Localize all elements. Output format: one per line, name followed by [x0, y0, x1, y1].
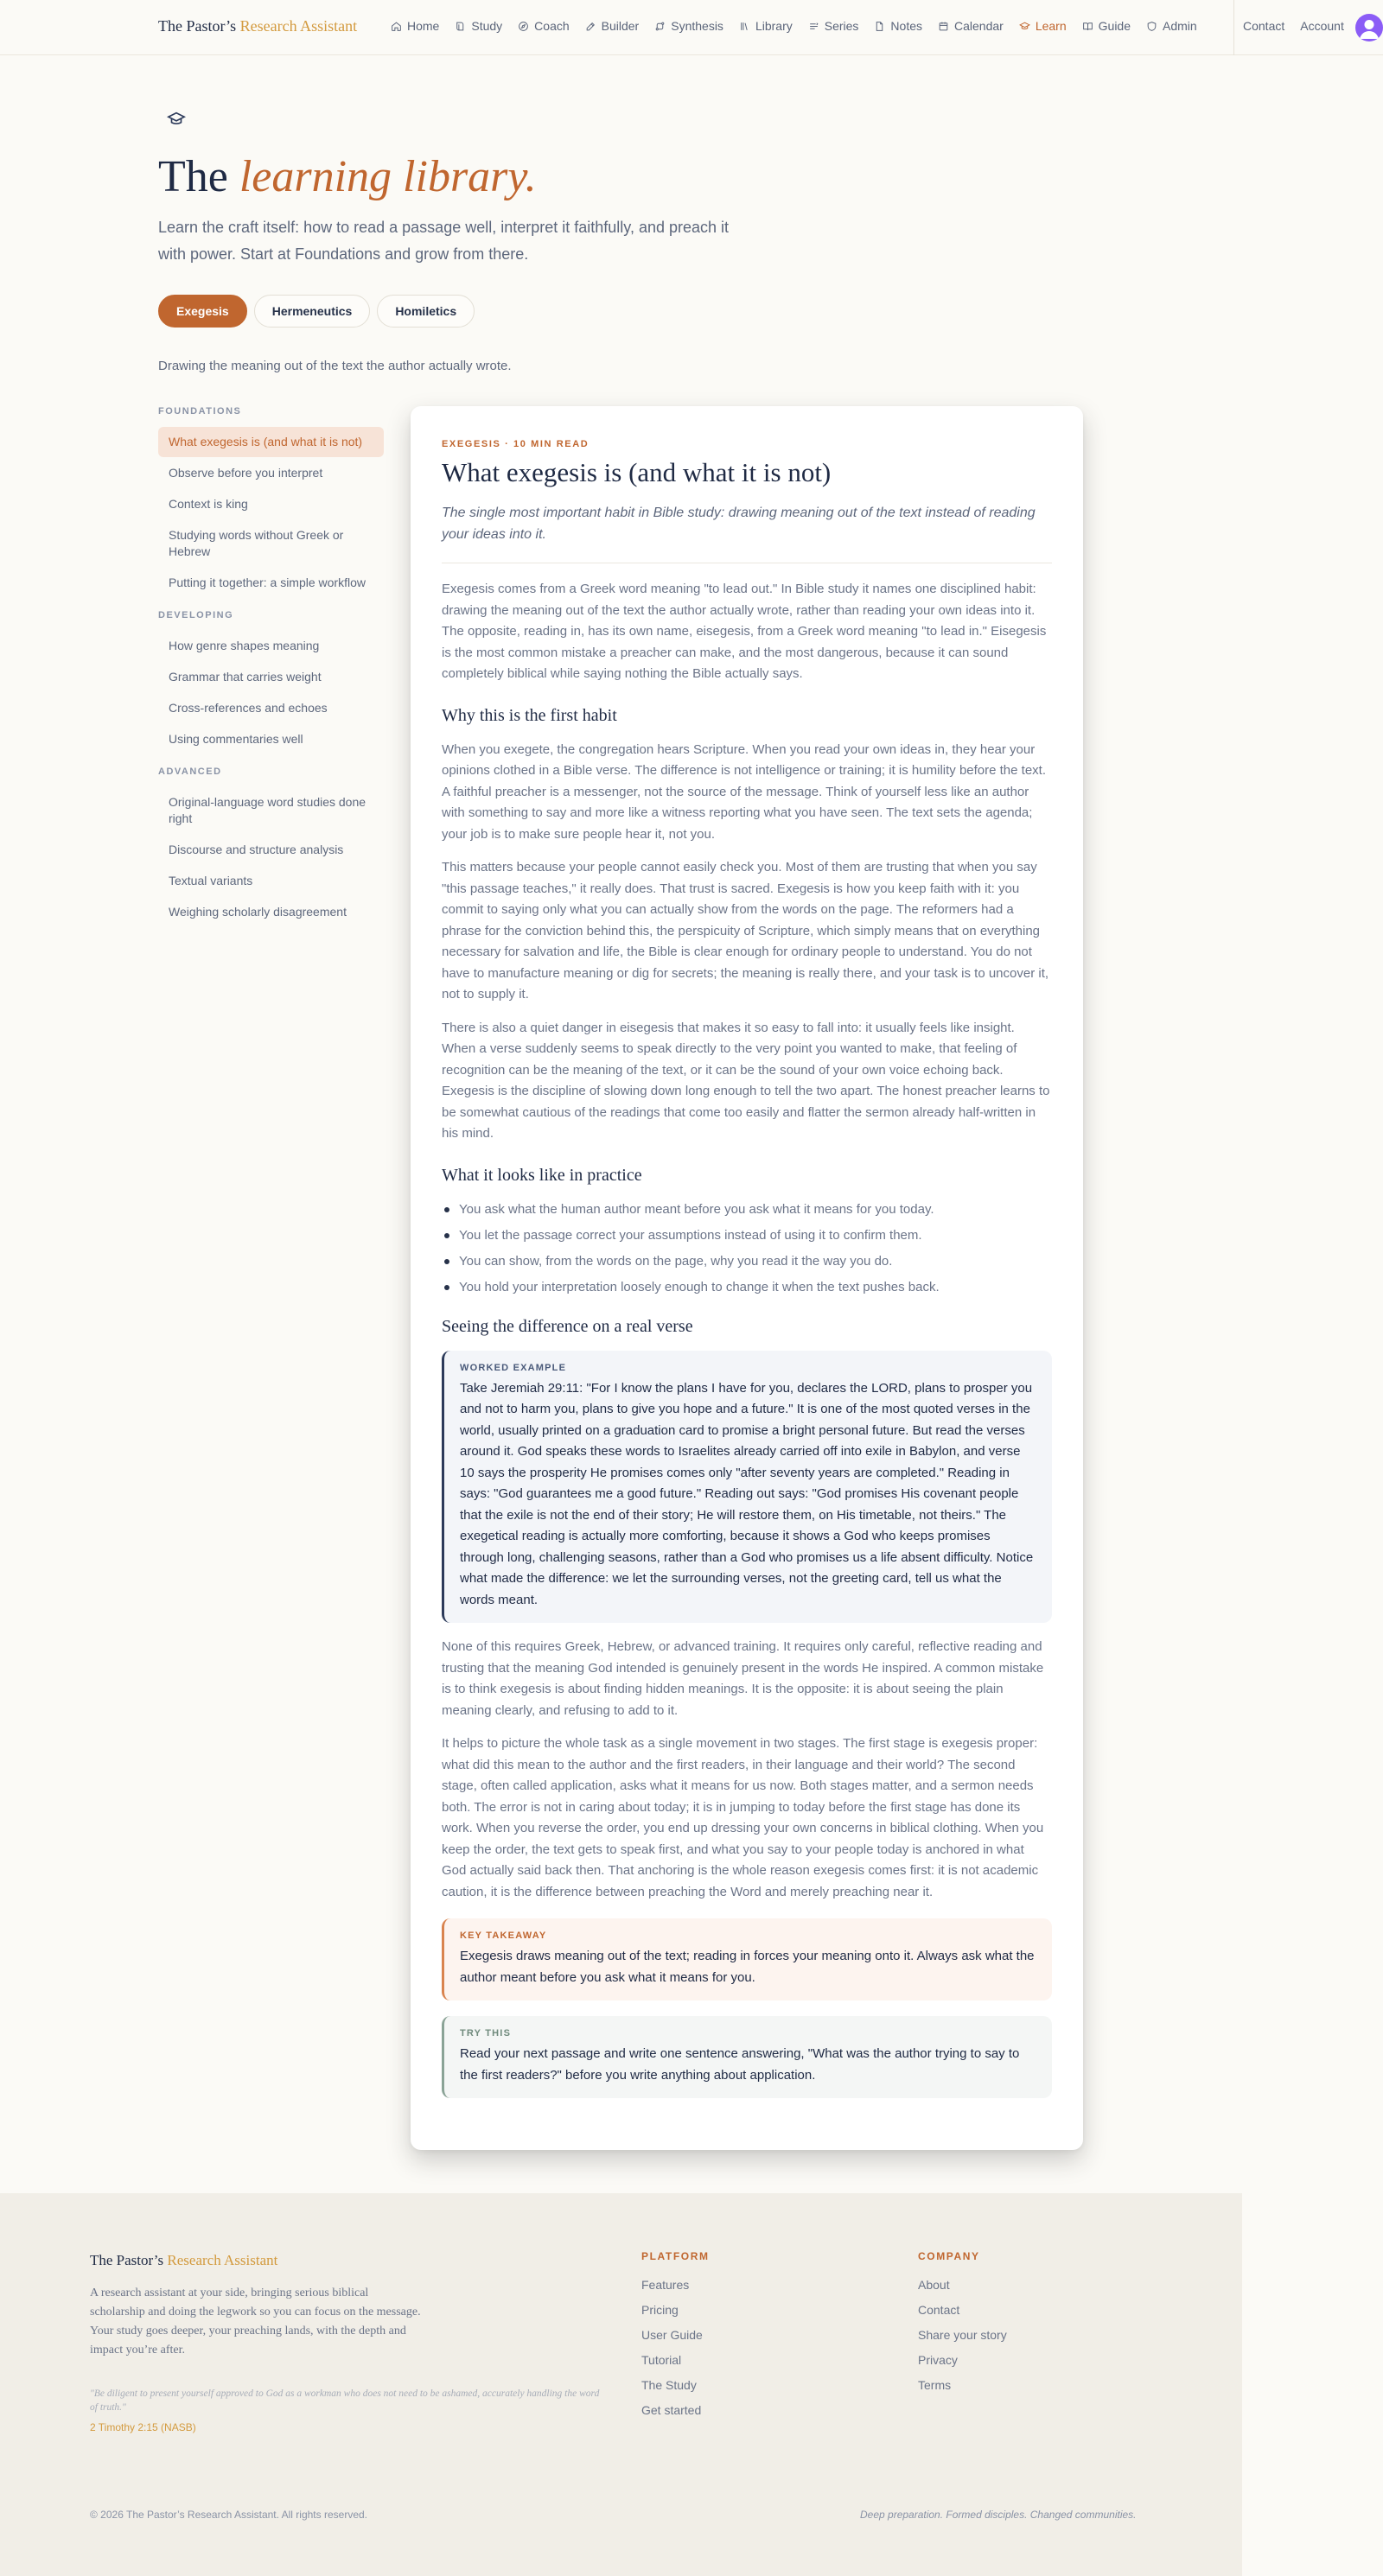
- box-label: WORKED EXAMPLE: [460, 1362, 567, 1373]
- brand-accent: Research Assistant: [239, 17, 358, 35]
- article-title: What exegesis is (and what it is not): [442, 457, 832, 487]
- footer-column-heading: COMPANY: [918, 2250, 980, 2262]
- sidebar-group-label: ADVANCED: [158, 766, 222, 777]
- tab-description: Drawing the meaning out of the text the author actually wrote.: [158, 359, 512, 373]
- nav-item-guide[interactable]: [1082, 19, 1131, 33]
- list-icon: [808, 21, 819, 32]
- nav-item-label: Library: [755, 19, 793, 33]
- open-book-icon: [1082, 21, 1093, 32]
- footer-link[interactable]: Share your story: [918, 2328, 1007, 2342]
- note-icon: [874, 21, 885, 32]
- nav-links: [391, 19, 1213, 33]
- footer-link[interactable]: Contact: [918, 2303, 960, 2317]
- box-label: TRY THIS: [460, 2028, 512, 2039]
- nav-item-label: Builder: [601, 19, 640, 33]
- footer-link[interactable]: The Study: [641, 2378, 697, 2392]
- footer-link[interactable]: Get started: [641, 2403, 702, 2417]
- footer-quote: "Be diligent to present yourself approved to God as a workman who does not need to be ashamed, accurately handling the word of truth.": [90, 2388, 600, 2413]
- worked-example-box: [442, 1351, 1052, 1624]
- nav-item-builder[interactable]: [585, 19, 640, 33]
- calendar-icon: [938, 21, 949, 32]
- tab-homiletics[interactable]: Homiletics: [377, 295, 475, 328]
- article-paragraph: When you exegete, the congregation hears Scripture. When you read your own ideas in, they hear your opinions clothed in a Bible verse. The difference is not intelligence or training; it is humility before the text. A faithful preacher is a messenger, not the source of the message. Think of yourself less like an author with something to say and more like a witness reporting what you have seen. The text sets the agenda; your job is to make sure people hear it, not you.: [442, 741, 1047, 842]
- article-lede: The single most important habit in Bible study: drawing meaning out of the text instead of reading your ideas into it.: [442, 506, 1036, 542]
- footer-tagline: Deep preparation. Formed disciples. Changed communities.: [860, 2509, 1137, 2521]
- footer-brand-accent: Research Assistant: [167, 2252, 278, 2268]
- article-eyebrow: EXEGESIS · 10 MIN READ: [442, 439, 590, 449]
- footer-link[interactable]: Features: [641, 2278, 690, 2292]
- footer-link[interactable]: About: [918, 2278, 950, 2292]
- account-link[interactable]: Account: [1300, 19, 1344, 33]
- brand-main: The Pastor’s: [158, 17, 237, 35]
- graduation-cap-icon: [167, 110, 186, 129]
- nav-item-study[interactable]: [455, 19, 502, 33]
- footer-brand[interactable]: [90, 2252, 277, 2269]
- footer-quote-reference: 2 Timothy 2:15 (NASB): [90, 2421, 196, 2433]
- compass-icon: [518, 21, 529, 32]
- sidebar-item[interactable]: Context is king: [169, 497, 248, 511]
- nav-item-label: Notes: [890, 19, 922, 33]
- nav-item-label: Learn: [1035, 19, 1067, 33]
- box-label: KEY TAKEAWAY: [460, 1930, 547, 1941]
- nav-item-label: Admin: [1163, 19, 1197, 33]
- sidebar-item[interactable]: Textual variants: [169, 874, 253, 887]
- footer-link[interactable]: Terms: [918, 2378, 952, 2392]
- sidebar-group-advanced: [158, 766, 384, 927]
- article-paragraph: Exegesis comes from a Greek word meaning "to lead out." In Bible study it names one disciplined habit: drawing the meaning out of the text the author actually wrote, rather than reading your own ideas into it. The opposite, reading in, has its own name, eisegesis, from a Greek word meaning "to lead in." Eisegesis is the most common mistake a preacher can make, and the most dangerous, because it can sound completely biblical while saying nothing the Bible actually says.: [442, 582, 1047, 681]
- nav-item-label: Calendar: [954, 19, 1004, 33]
- nav-item-synthesis[interactable]: [654, 19, 723, 33]
- sidebar-item[interactable]: Using commentaries well: [169, 732, 303, 746]
- page-title-accent: learning library.: [239, 152, 537, 201]
- key-takeaway-box: [442, 1918, 1052, 2000]
- sidebar-item[interactable]: Putting it together: a simple workflow: [169, 576, 366, 589]
- copyright: © 2026 The Pastor’s Research Assistant. All rights reserved.: [90, 2509, 367, 2521]
- sidebar-item[interactable]: How genre shapes meaning: [169, 639, 320, 652]
- sidebar-item[interactable]: Grammar that carries weight: [169, 670, 322, 684]
- library-icon: [739, 21, 750, 32]
- practice-list: [442, 1199, 1052, 1298]
- shield-icon: [1146, 21, 1157, 32]
- nav-item-label: Series: [824, 19, 859, 33]
- box-text: Exegesis draws meaning out of the text; reading in forces your meaning onto it. Always ask what the author meant before you ask what it means for you.: [460, 1949, 1035, 1985]
- footer-column-heading: PLATFORM: [641, 2250, 710, 2262]
- footer-link[interactable]: Pricing: [641, 2303, 679, 2317]
- footer-link[interactable]: Tutorial: [641, 2353, 682, 2367]
- nav-item-label: Home: [407, 19, 440, 33]
- nav-right: [1243, 19, 1344, 33]
- sidebar-group-label: FOUNDATIONS: [158, 406, 242, 417]
- page-title-plain: The: [158, 152, 228, 201]
- list-item: You hold your interpretation loosely enough to change it when the text pushes back.: [442, 1277, 1052, 1298]
- lesson-sidebar: [158, 406, 384, 928]
- article-paragraph: There is also a quiet danger in eisegesis that makes it so easy to fall into: it usually feels like insight. When a verse suddenly seems to speak directly to the very point you wanted to make, that feeling of recognition can be the meaning of the text, or it can be the sound of your own voice echoing back. Exegesis is the discipline of slowing down long enough to tell the two apart. The honest preacher learns to be somewhat cautious of the readings that come too easily and flatter the sermon already half-written in his mind.: [442, 1020, 1050, 1141]
- article-paragraph: It helps to picture the whole task as a single movement in two stages. The first stage is exegesis proper: what did this mean to the author and the first readers, in their language and their world? The second stage, often called application, asks what it means for us now. Both stages matter, and a sermon needs both. The error is not in caring about today; it is in jumping to today before the first stage has done its work. When you reverse the order, you end up dressing your own concerns in biblical clothing. When you keep the order, the text gets to speak first, and what you say to your people today is anchored in what God actually said back then. That anchoring is the whole reason exegesis comes first: it is not academic caution, it is the difference between preaching the Word and merely preaching near it.: [442, 1736, 1044, 1899]
- box-text: Take Jeremiah 29:11: "For I know the plans I have for you, declares the LORD, plans to prosper you and not to harm you, plans to give you hope and a future." It is one of the most quoted verses in the world, usually printed on a graduation card to promise a bright personal future. But read the verses around it. God speaks these words to Israelites already carried off into exile in Babylon, and verse 10 says the prosperity He promises comes only "after seventy years are completed." Reading in says: "God guarantees me a good future." Reading out says: "God promises His covenant people that the exile is not the end of their story; He will restore them, on His timetable, not theirs." The exegetical reading is actually more comforting, because it shows a God who keeps promises through long, challenging seasons, rather than a God who promises us a life absent difficulty. Notice what made the difference: we let the surrounding verses, not the greeting card, tell us what the words meant.: [460, 1380, 1034, 1607]
- nav-item-label: Synthesis: [671, 19, 723, 33]
- lesson-article: [411, 406, 1083, 2150]
- home-icon: [391, 21, 402, 32]
- nav-item-label: Coach: [534, 19, 570, 33]
- pencil-icon: [585, 21, 596, 32]
- footer-platform-column: [641, 2250, 710, 2428]
- graduation-cap-icon: [1019, 21, 1030, 32]
- footer-link[interactable]: Privacy: [918, 2353, 958, 2367]
- article-paragraph: This matters because your people cannot easily check you. Most of them are trusting that when you say "this passage teaches," it really does. That trust is sacred. Exegesis is how you keep faith with it: you commit to saying only what you can actually show from the words on the page. The reformers had a phrase for the conviction behind this, the perspicuity of Scripture, which simply means that on everything necessary for salvation and life, the Bible is clear enough for ordinary people to understand. You do not have to manufacture meaning or dig for secrets; the meaning is really there, and your task is to uncover it, not to supply it.: [442, 860, 1049, 1002]
- sidebar-group-label: DEVELOPING: [158, 610, 234, 620]
- list-item: You ask what the human author meant before you ask what it means for you today.: [442, 1199, 1052, 1220]
- route-icon: [654, 21, 666, 32]
- book-icon: [455, 21, 466, 32]
- nav-item-learn[interactable]: [1019, 19, 1067, 33]
- footer-link[interactable]: User Guide: [641, 2328, 703, 2342]
- top-nav: [0, 0, 1383, 55]
- nav-item-home[interactable]: [391, 19, 439, 33]
- nav-item-notes[interactable]: [874, 19, 922, 33]
- sidebar-item[interactable]: Observe before you interpret: [169, 466, 323, 480]
- user-icon: [1355, 14, 1383, 41]
- page-title: [158, 151, 537, 202]
- section-heading: Seeing the difference on a real verse: [442, 1316, 693, 1336]
- box-text: Read your next passage and write one sentence answering, "What was the author trying to say to the first readers?" before you write anything about application.: [460, 2046, 1020, 2083]
- footer-brand-main: The Pastor’s: [90, 2252, 164, 2268]
- sidebar-item[interactable]: Original-language word studies done right: [169, 795, 366, 825]
- nav-item-library[interactable]: [739, 19, 793, 33]
- sidebar-item[interactable]: Discourse and structure analysis: [169, 843, 344, 856]
- list-item: You let the passage correct your assumptions instead of using it to confirm them.: [442, 1225, 1052, 1246]
- sidebar-group-foundations: [158, 406, 384, 598]
- list-item: You can show, from the words on the page, why you read it the way you do.: [442, 1251, 1052, 1272]
- footer-description: A research assistant at your side, bringing serious biblical scholarship and doing the legwork so you can focus on the message. Your study goes deeper, your preaching lands, with the depth and impact you’re after.: [90, 2287, 421, 2357]
- footer-company-column: [918, 2250, 1007, 2403]
- avatar[interactable]: [1355, 14, 1383, 41]
- section-heading: What it looks like in practice: [442, 1165, 642, 1185]
- nav-item-label: Study: [471, 19, 503, 33]
- sidebar-item[interactable]: Cross-references and echoes: [169, 701, 328, 715]
- nav-item-calendar[interactable]: [938, 19, 1004, 33]
- site-footer: [0, 2193, 1242, 2576]
- article-paragraph: None of this requires Greek, Hebrew, or advanced training. It requires only careful, reflective reading and trusting that the meaning God intended is genuinely present in the words He inspired. A common mistake is to think exegesis is about finding hidden meanings. It is the opposite: it is about seeing the plain meaning clearly, and refusing to add to it.: [442, 1639, 1044, 1718]
- page-subtitle: Learn the craft itself: how to read a passage well, interpret it faithfully, and preach it with power. Start at Foundations and grow from there.: [158, 219, 730, 263]
- contact-link[interactable]: Contact: [1243, 19, 1285, 33]
- sidebar-item[interactable]: Weighing scholarly disagreement: [169, 905, 347, 919]
- sidebar-item[interactable]: What exegesis is (and what it is not): [158, 427, 384, 457]
- brand-logo[interactable]: [158, 17, 357, 35]
- nav-item-admin[interactable]: [1146, 19, 1197, 33]
- nav-item-series[interactable]: [808, 19, 859, 33]
- nav-item-label: Guide: [1098, 19, 1131, 33]
- nav-divider: [1233, 0, 1234, 55]
- tab-exegesis[interactable]: Exegesis: [158, 295, 247, 328]
- section-heading: Why this is the first habit: [442, 705, 617, 725]
- discipline-tabs: [158, 295, 475, 328]
- tab-hermeneutics[interactable]: Hermeneutics: [254, 295, 371, 328]
- sidebar-item[interactable]: Studying words without Greek or Hebrew: [169, 528, 344, 558]
- nav-item-coach[interactable]: [518, 19, 569, 33]
- sidebar-group-developing: [158, 610, 384, 754]
- try-this-box: [442, 2016, 1052, 2098]
